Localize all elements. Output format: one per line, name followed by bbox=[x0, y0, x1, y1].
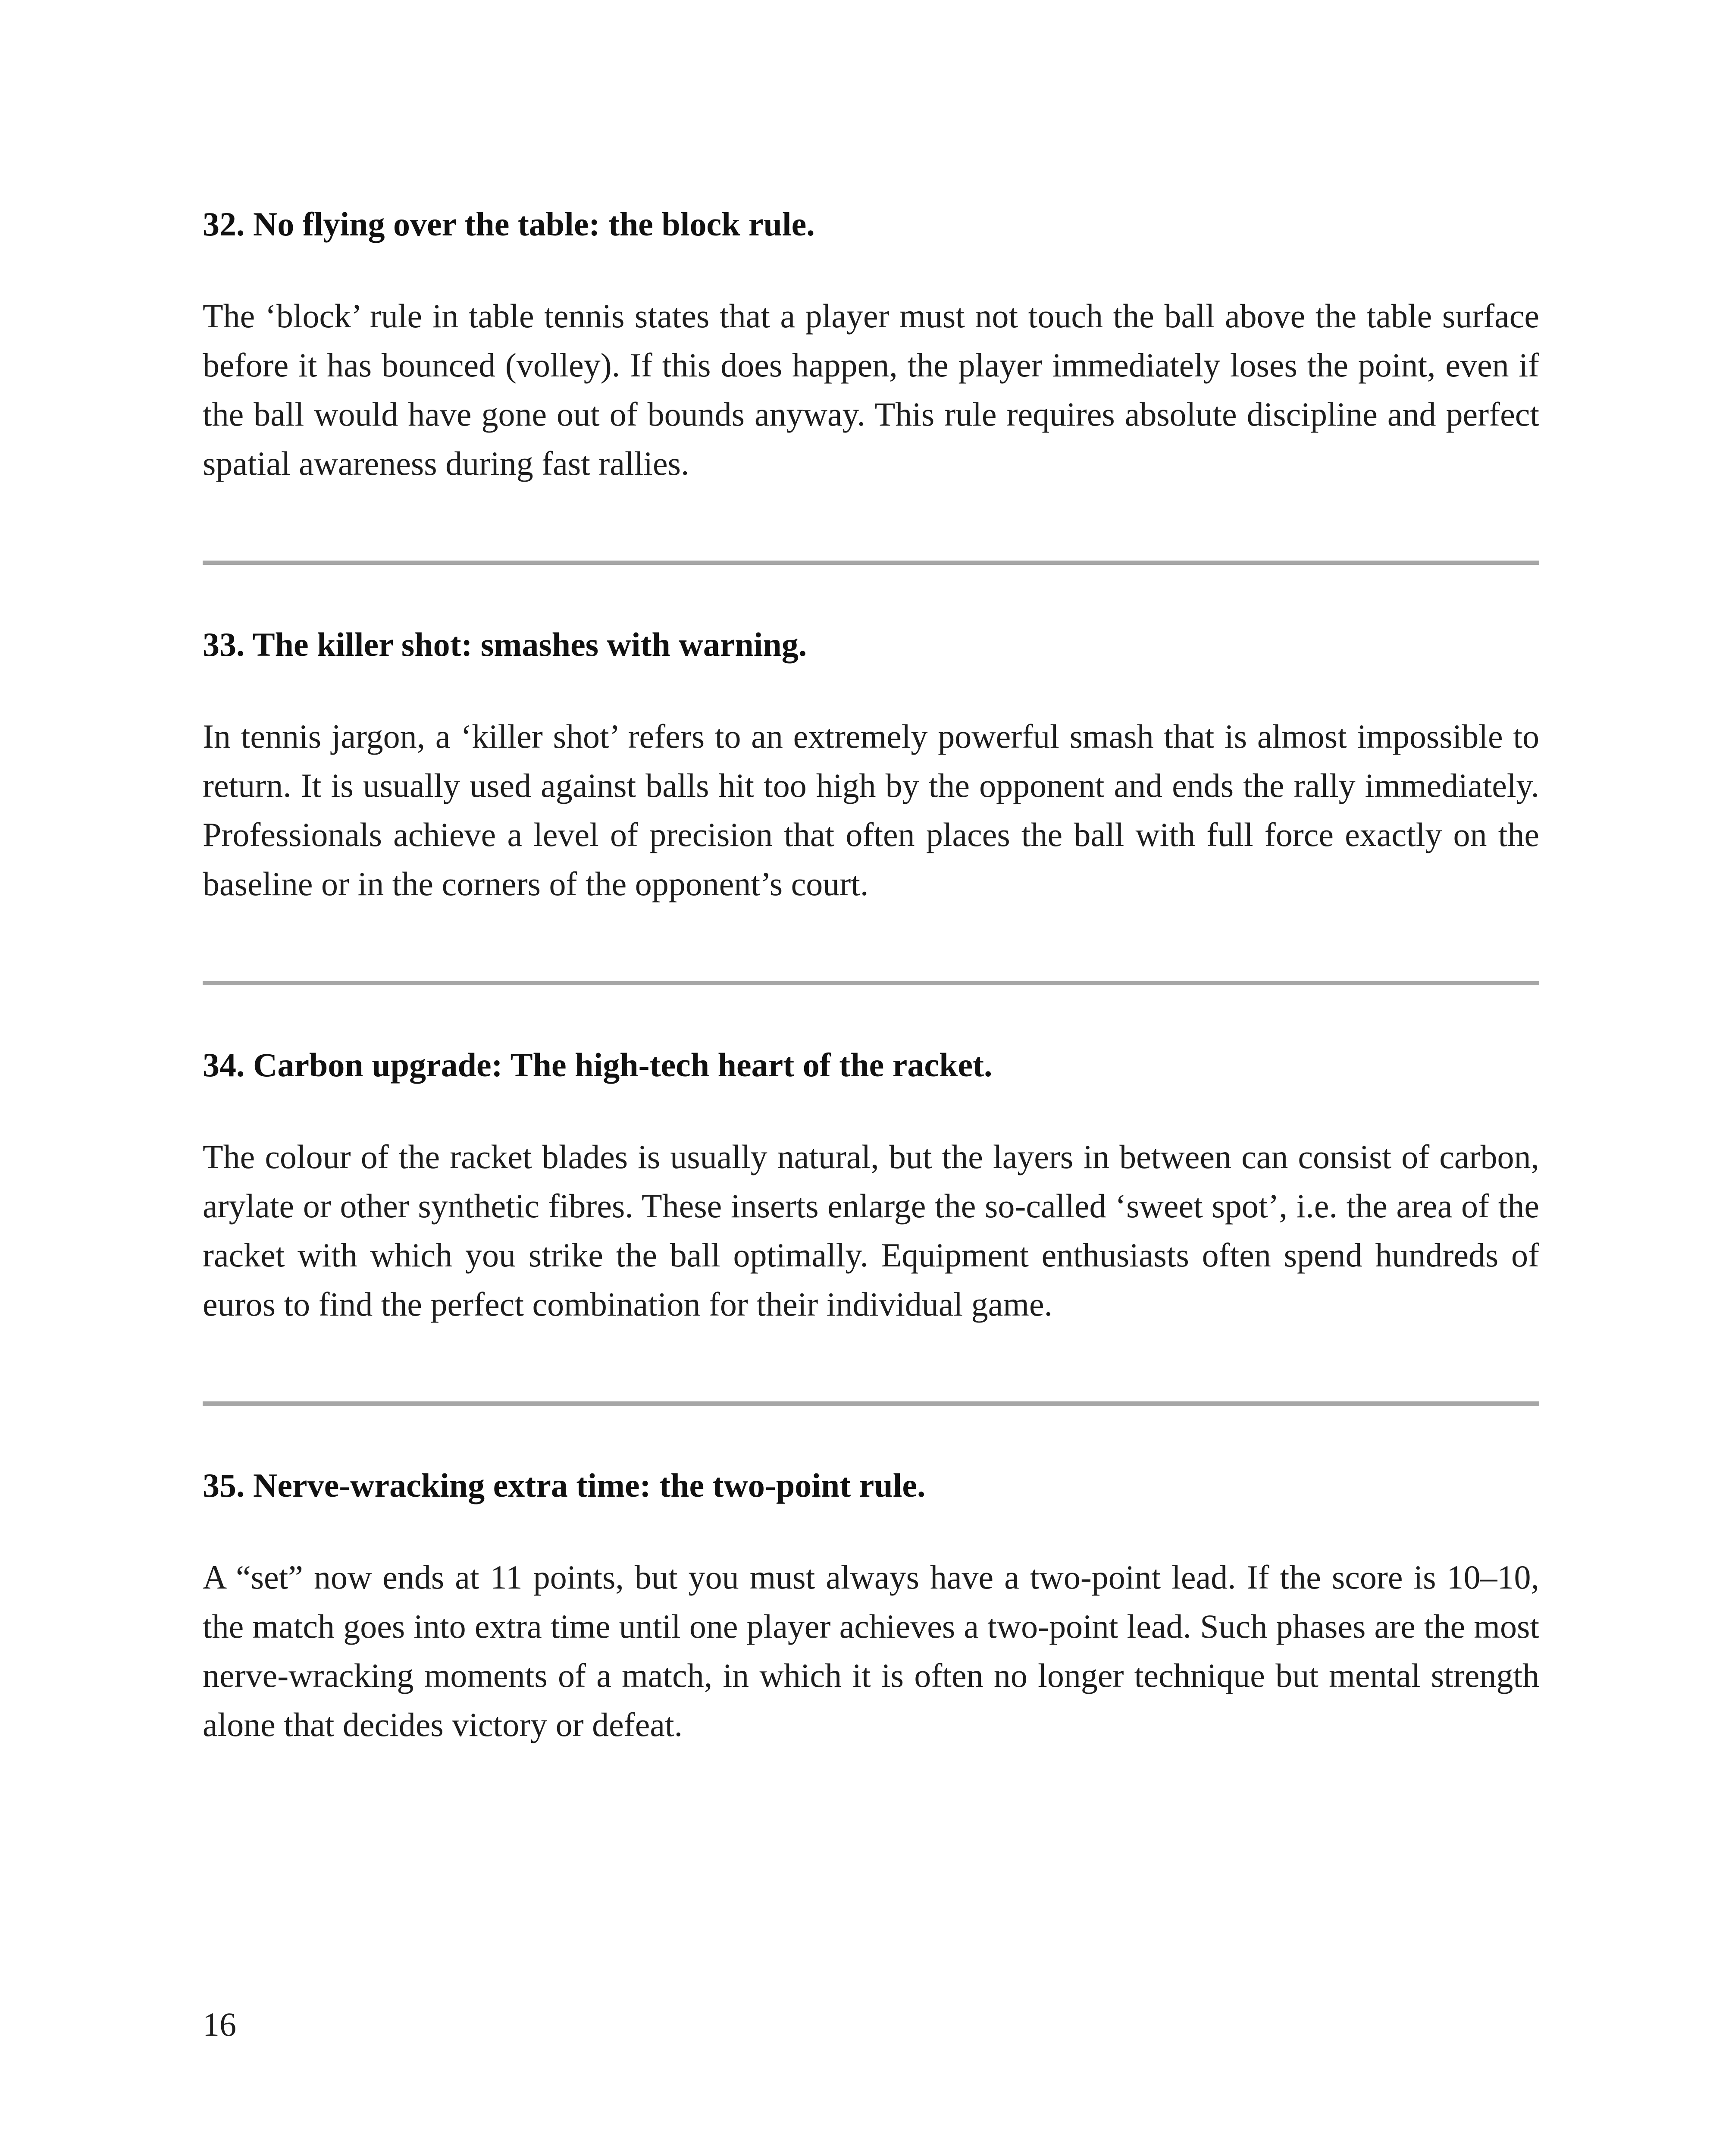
page-number: 16 bbox=[203, 2006, 236, 2043]
section-heading: 32. No flying over the table: the block rule. bbox=[203, 205, 815, 243]
section-body: A “set” now ends at 11 points, but you must always have a two-point lead. If the score is 10–10, the match goes into extra time until one player achieves a two-point lead. Such phases are the most nerve-wracking moments of a match, in which it is often no longer technique but mental strength alone that decides victory or defeat. bbox=[203, 1558, 1539, 1743]
section-divider bbox=[203, 561, 1539, 565]
section-heading: 35. Nerve-wracking extra time: the two-point rule. bbox=[203, 1467, 926, 1504]
section-divider bbox=[203, 1401, 1539, 1406]
section-32 bbox=[203, 203, 1539, 488]
section-33 bbox=[203, 623, 1539, 909]
section-heading: 33. The killer shot: smashes with warning. bbox=[203, 626, 807, 663]
section-35 bbox=[203, 1464, 1539, 1749]
section-divider bbox=[203, 981, 1539, 985]
section-heading: 34. Carbon upgrade: The high-tech heart of the racket. bbox=[203, 1046, 993, 1084]
section-body: In tennis jargon, a ‘killer shot’ refers to an extremely powerful smash that is almost impossible to return. It is usually used against balls hit too high by the opponent and ends the rally immediately. Professionals achieve a level of precision that often places the ball with full force exactly on the baseline or in the corners of the opponent’s court. bbox=[203, 718, 1539, 903]
section-body: The ‘block’ rule in table tennis states that a player must not touch the ball above the table surface before it has bounced (volley). If this does happen, the player immediately loses the point, even if the ball would have gone out of bounds anyway. This rule requires absolute discipline and perfect spatial awareness during fast rallies. bbox=[203, 297, 1539, 482]
section-34 bbox=[203, 1044, 1539, 1329]
section-body: The colour of the racket blades is usually natural, but the layers in between can consist of carbon, arylate or other synthetic fibres. These inserts enlarge the so-called ‘sweet spot’, i.e. the area of the racket with which you strike the ball optimally. Equipment enthusiasts often spend hundreds of euros to find the perfect combination for their individual game. bbox=[203, 1138, 1539, 1323]
